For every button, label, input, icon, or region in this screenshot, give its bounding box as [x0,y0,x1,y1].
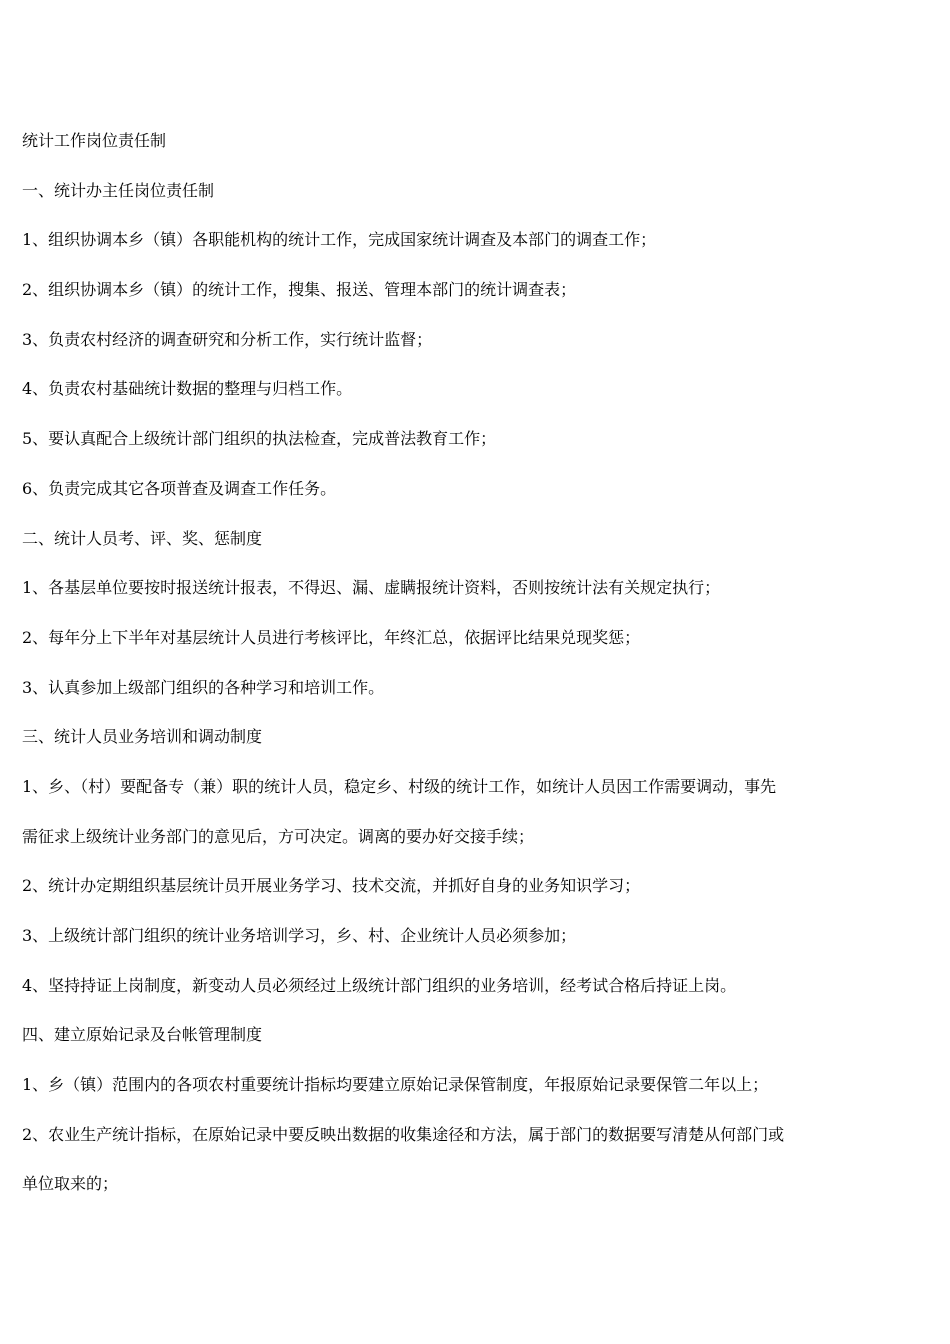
section-heading-4: 四、建立原始记录及台帐管理制度 [22,1025,263,1045]
document-title: 统计工作岗位责任制 [22,131,167,150]
paragraph-line: 5、要认真配合上级统计部门组织的执法检查，完成普法教育工作； [22,429,497,449]
paragraph-line: 3、上级统计部门组织的统计业务培训学习，乡、村、企业统计人员必须参加； [22,926,577,945]
paragraph-line: 4、负责农村基础统计数据的整理与归档工作。 [22,379,353,399]
paragraph-line: 2、农业生产统计指标，在原始记录中要反映出数据的收集途径和方法，属于部门的数据要写清楚从何部门或 [22,1124,785,1144]
paragraph-line: 单位取来的； [22,1174,119,1194]
section-heading-2: 二、统计人员考、评、奖、惩制度 [22,528,263,548]
paragraph-line: 需征求上级统计业务部门的意见后，方可决定。调离的要办好交接手续； [22,826,535,846]
paragraph-line: 1、组织协调本乡（镇）各职能机构的统计工作，完成国家统计调查及本部门的调查工作； [22,230,657,250]
document-body [22,116,934,1209]
paragraph-line: 1、乡、（村）要配备专（兼）职的统计人员，稳定乡、村级的统计工作，如统计人员因工作需要调动，事先 [22,776,777,796]
paragraph-line: 3、负责农村经济的调查研究和分析工作，实行统计监督； [22,329,433,349]
paragraph-line: 3、认真参加上级部门组织的各种学习和培训工作。 [22,677,385,697]
section-heading-3: 三、统计人员业务培训和调动制度 [22,727,263,747]
paragraph-line: 2、组织协调本乡（镇）的统计工作，搜集、报送、管理本部门的统计调查表； [22,280,577,300]
paragraph-line: 2、每年分上下半年对基层统计人员进行考核评比，年终汇总，依据评比结果兑现奖惩； [22,627,641,647]
paragraph-line: 4、坚持持证上岗制度，新变动人员必须经过上级统计部门组织的业务培训，经考试合格后持证上岗。 [22,975,737,995]
paragraph-line: 1、乡（镇）范围内的各项农村重要统计指标均要建立原始记录保管制度，年报原始记录要保管二年以上； [22,1075,769,1095]
section-heading-1: 一、统计办主任岗位责任制 [22,180,215,200]
paragraph-line: 6、负责完成其它各项普查及调查工作任务。 [22,478,337,498]
paragraph-line: 1、各基层单位要按时报送统计报表，不得迟、漏、虚瞒报统计资料，否则按统计法有关规定执行； [22,578,721,598]
paragraph-line: 2、统计办定期组织基层统计员开展业务学习、技术交流，并抓好自身的业务知识学习； [22,876,641,896]
